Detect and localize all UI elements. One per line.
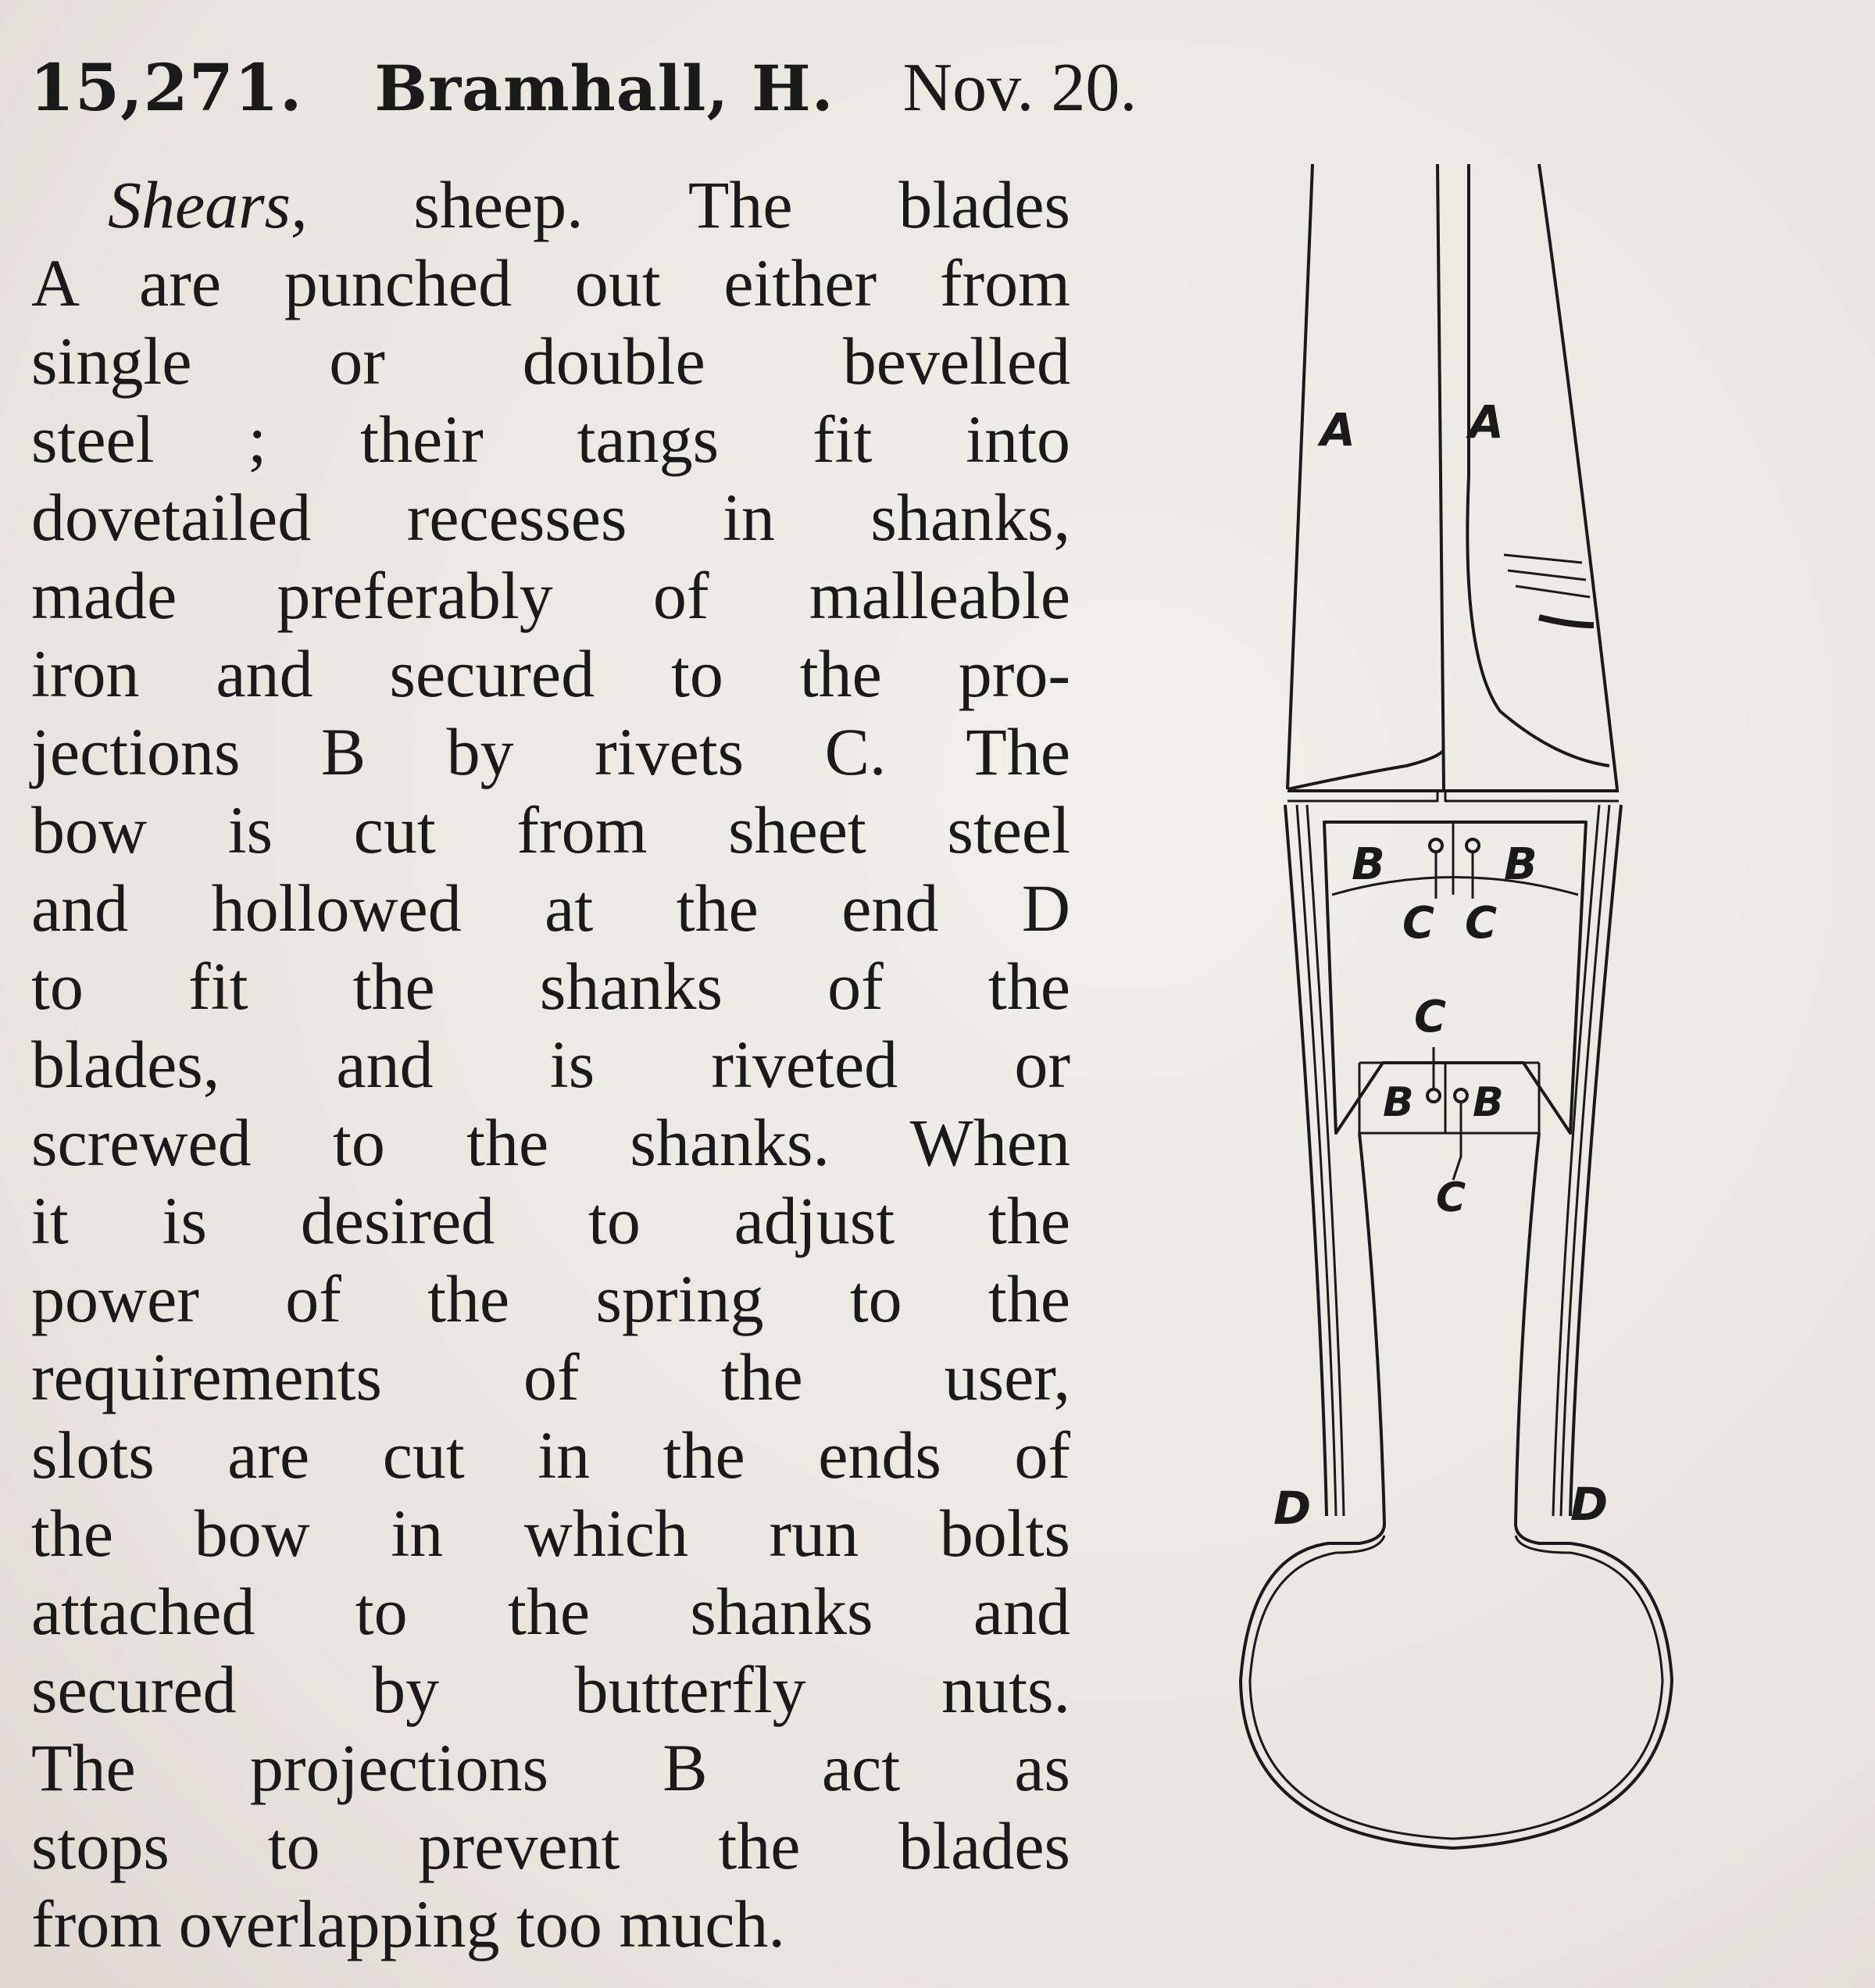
abstract-line-text: bow is cut from sheet steel xyxy=(31,792,1070,867)
abstract-line-text: from overlapping too much. xyxy=(31,1886,785,1961)
abstract-line-text: it is desired to adjust the xyxy=(31,1183,1070,1258)
abstract-line-text: dovetailed recesses in shanks, xyxy=(31,480,1070,555)
blade-right-inner xyxy=(1467,164,1609,766)
abstract-line xyxy=(31,244,1070,322)
abstract-line xyxy=(31,1729,1070,1807)
rivet-bottom-leader xyxy=(1453,1102,1461,1180)
patent-number: 15,271. xyxy=(30,51,303,126)
abstract-line-text: sheep. The blades xyxy=(307,167,1070,242)
bow-right-outer xyxy=(1570,805,1621,1516)
abstract-line-text: the bow in which run bolts xyxy=(31,1496,1070,1571)
abstract-text xyxy=(31,166,1070,1963)
abstract-line-text: The projections B act as xyxy=(31,1730,1070,1805)
abstract-line xyxy=(31,1338,1070,1416)
label-projection-bottom-right: B xyxy=(1473,1079,1504,1126)
patent-date: Nov. 20. xyxy=(902,50,1138,126)
abstract-line-text: and hollowed at the end D xyxy=(31,871,1070,946)
abstract-line-text: blades, and is riveted or xyxy=(31,1027,1070,1102)
abstract-line-text: to fit the shanks of the xyxy=(31,949,1070,1024)
abstract-line xyxy=(31,1416,1070,1494)
abstract-line xyxy=(31,1885,1070,1963)
abstract-line xyxy=(31,1260,1070,1338)
abstract-line xyxy=(31,635,1070,713)
rivet-bottom-left xyxy=(1427,1089,1440,1102)
abstract-line xyxy=(31,1494,1070,1572)
label-blade-right: A xyxy=(1469,395,1504,449)
abstract-line xyxy=(31,1807,1070,1885)
abstract-line xyxy=(31,478,1070,556)
shank-left xyxy=(1359,1133,1384,1524)
abstract-line-text: made preferably of malleable xyxy=(31,558,1070,633)
rivet-bottom-right xyxy=(1455,1089,1467,1102)
abstract-line-text: slots are cut in the ends of xyxy=(31,1418,1070,1493)
abstract-line xyxy=(31,1182,1070,1260)
abstract-line xyxy=(31,400,1070,478)
abstract-line-text: steel ; their tangs fit into xyxy=(31,402,1070,477)
abstract-line xyxy=(31,791,1070,869)
bow-right-outer2 xyxy=(1561,805,1609,1516)
bow-right-inner xyxy=(1553,805,1599,1516)
abstract-line xyxy=(31,1650,1070,1729)
label-projection-top-right: B xyxy=(1504,839,1538,890)
abstract-line-text: power of the spring to the xyxy=(31,1261,1070,1336)
abstract-line-text: A are punched out either from xyxy=(31,245,1070,320)
abstract-line xyxy=(31,1025,1070,1103)
abstract-line-text: stops to prevent the blades xyxy=(31,1808,1070,1883)
blade-left-heel xyxy=(1288,750,1444,789)
inventor-name: Bramhall, H. xyxy=(374,52,834,125)
label-rivet-middle: C xyxy=(1414,992,1447,1042)
rivet-top-right xyxy=(1466,839,1479,852)
abstract-line xyxy=(31,713,1070,791)
blade-left-edge xyxy=(1288,164,1312,789)
rivet-top-left xyxy=(1430,839,1442,852)
bow-left-inner xyxy=(1307,805,1344,1516)
abstract-line-text: secured by butterfly nuts. xyxy=(31,1652,1070,1727)
abstract-line-text: attached to the shanks and xyxy=(31,1574,1070,1649)
label-rivet-top-left: C xyxy=(1402,898,1435,949)
shears-diagram xyxy=(1203,148,1766,1915)
abstract-italic-term: Shears, xyxy=(108,167,308,242)
label-rivet-bottom: C xyxy=(1436,1175,1466,1221)
abstract-line xyxy=(31,1572,1070,1650)
label-end-right: D xyxy=(1570,1478,1609,1531)
shears-figure xyxy=(1203,148,1766,1915)
shank-right xyxy=(1516,1133,1539,1524)
abstract-line-text: screwed to the shanks. When xyxy=(31,1105,1070,1180)
label-projection-bottom-left: B xyxy=(1383,1079,1414,1126)
label-rivet-top-right: C xyxy=(1465,898,1498,949)
abstract-line xyxy=(31,166,1070,244)
label-blade-left: A xyxy=(1320,403,1355,456)
abstract-line-text: jections B by rivets C. The xyxy=(31,714,1070,789)
abstract-line xyxy=(31,556,1070,635)
abstract-line xyxy=(31,869,1070,947)
blade-shadow xyxy=(1539,617,1594,625)
blade-hatching xyxy=(1504,555,1590,597)
abstract-line xyxy=(31,322,1070,400)
abstract-line-text: single or double bevelled xyxy=(31,324,1070,399)
bow-loop-outer xyxy=(1241,1524,1672,1848)
abstract-line xyxy=(31,1103,1070,1182)
label-end-left: D xyxy=(1273,1482,1312,1535)
abstract-line-text: iron and secured to the pro- xyxy=(31,636,1070,711)
blade-left-inner xyxy=(1438,164,1444,789)
label-projection-top-left: B xyxy=(1352,839,1385,890)
abstract-line xyxy=(31,947,1070,1025)
blade-right-edge xyxy=(1539,164,1617,789)
bow-loop-inner xyxy=(1250,1536,1662,1839)
abstract-line-text: requirements of the user, xyxy=(31,1339,1070,1414)
entry-header xyxy=(30,48,1137,134)
